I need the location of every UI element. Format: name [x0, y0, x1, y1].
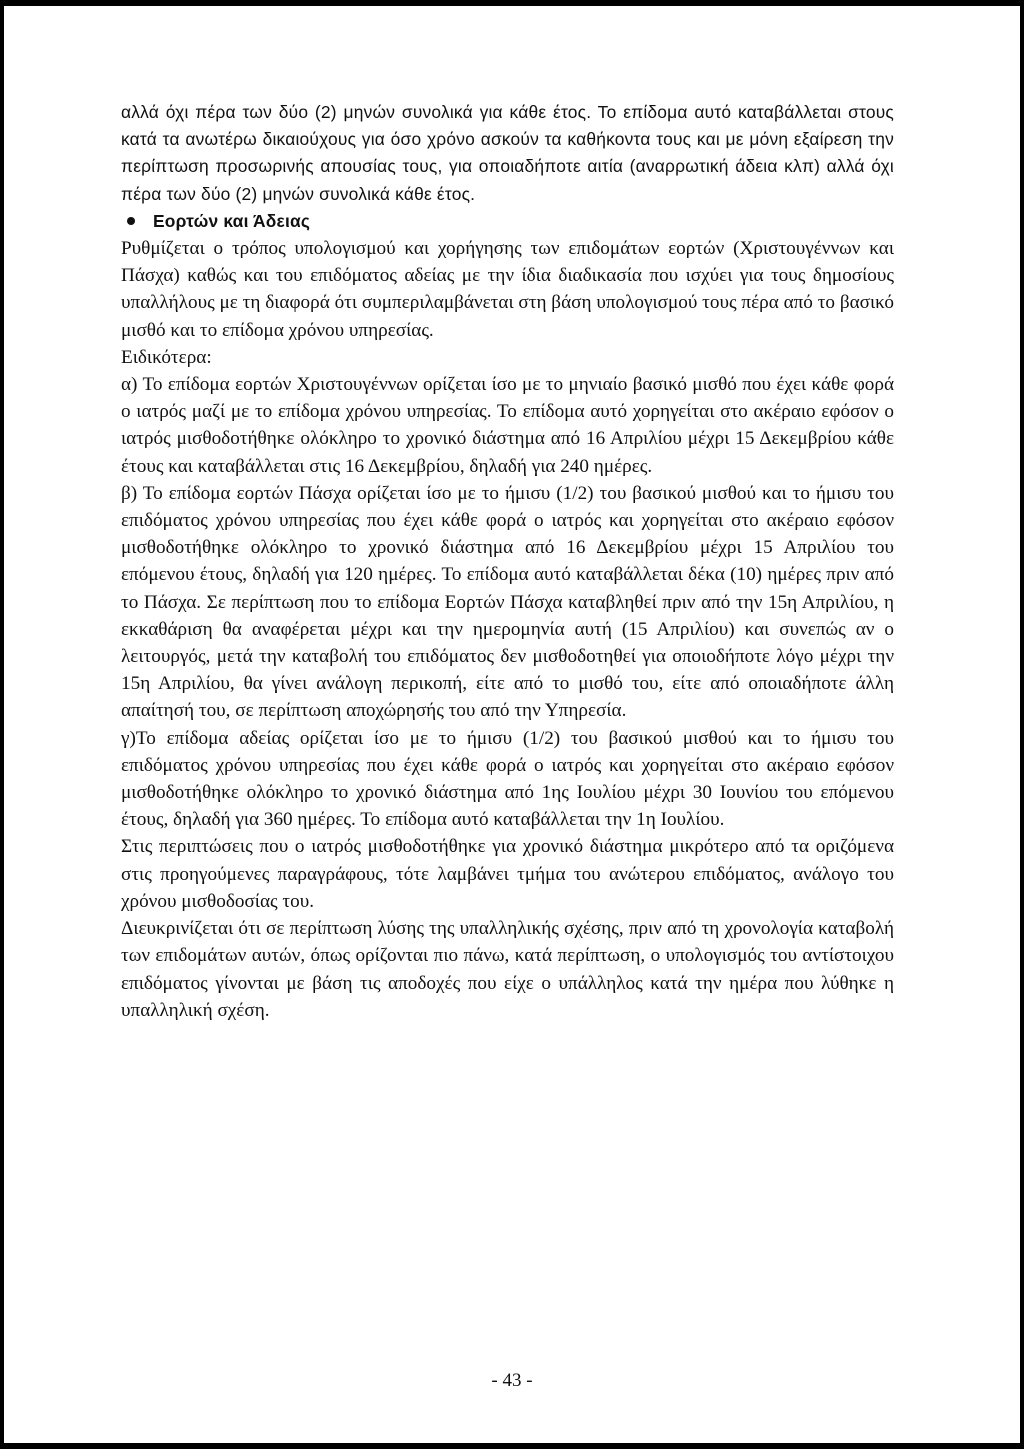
bullet-icon [127, 217, 135, 225]
shorter-period-paragraph: Στις περιπτώσεις που ο ιατρός μισθοδοτήθηκε για χρονικό διάστημα μικρότερο από τα οριζόμενα στις προηγούμενες παραγράφους, τότε λαμβάνει τμήμα του ανώτερου επιδόματος, ανάλογο του χρόνου μισθοδοσίας του. [121, 836, 894, 912]
beta-paragraph: β) Το επίδομα εορτών Πάσχα ορίζεται ίσο με το ήμισυ (1/2) του βασικού μισθού και το ήμισυ του επιδόματος χρόνου υπηρεσίας που έχει κάθε φορά ο ιατρός και χορηγείται στο ακέραιο εφόσον μισθοδοτήθηκε ολόκληρο το χρονικό διάστημα από 16 Δεκεμβρίου μέχρι 15 Απριλίου του επόμενου έτους, δηλαδή για 120 ημέρες. Το επίδομα αυτό καταβάλλεται δέκα (10) ημέρες πριν από το Πάσχα. Σε περίπτωση που το επίδομα Εορτών Πάσχα καταβληθεί πριν από την 15η Απριλίου, η εκκαθάριση θα αναφέρεται μέχρι και την ημερομηνία αυτή (15 Απριλίου) και συνεπώς αν ο λειτουργός, μετά την καταβολή του επιδόματος δεν μισθοδοτηθεί για οποιοδήποτε λόγο μέχρι την 15η Απριλίου, θα γίνει ανάλογη περικοπή, είτε από το μισθό του, είτε από οποιαδήποτε άλλη απαίτησή του, σε περίπτωση αποχώρησής του από την Υπηρεσία. [121, 482, 894, 722]
specifically-label: Ειδικότερα: [121, 346, 212, 368]
gamma-paragraph: γ)Το επίδομα αδείας ορίζεται ίσο με το ήμισυ (1/2) του βασικού μισθού και το ήμισυ του επιδόματος χρόνου υπηρεσίας που έχει κάθε φορά ο ιατρός και χορηγείται στο ακέραιο εφόσον μισθοδοτήθηκε ολόκληρο το χρονικό διάστημα από 1ης Ιουλίου μέχρι 30 Ιουνίου του επόμενου έτους, δηλαδή για 360 ημέρες. Το επίδομα αυτό καταβάλλεται την 1η Ιουλίου. [121, 727, 894, 831]
alpha-paragraph: α) Το επίδομα εορτών Χριστουγέννων ορίζεται ίσο με το μηνιαίο βασικό μισθό που έχει κάθε φορά ο ιατρός μαζί με το επίδομα χρόνου υπηρεσίας. Το επίδομα αυτό χορηγείται στο ακέραιο εφόσον ο ιατρός μισθοδοτήθηκε ολόκληρο το χρονικό διάστημα από 16 Απριλίου μέχρι 15 Δεκεμβρίου κάθε έτους και καταβάλλεται στις 16 Δεκεμβρίου, δηλαδή για 240 ημέρες. [121, 374, 894, 477]
regulation-paragraph: Ρυθμίζεται ο τρόπος υπολογισμού και χορήγησης των επιδομάτων εορτών (Χριστουγέννων και Πάσχα) καθώς και του επιδόματος αδείας με την ίδια διαδικασία που ισχύει για τους δημοσίους υπαλλήλους με τη διαφορά ότι συμπεριλαμβάνεται στη βάση υπολογισμού τους πέρα από το βασικό μισθό και το επίδομα χρόνου υπηρεσίας. [121, 238, 894, 341]
document-body [121, 99, 894, 1024]
document-page [4, 6, 1020, 1443]
page-number: - 43 - [491, 1370, 533, 1391]
clarification-paragraph: Διευκρινίζεται ότι σε περίπτωση λύσης της υπαλληλικής σχέσης, πριν από τη χρονολογία καταβολή των επιδομάτων αυτών, όπως ορίζονται πιο πάνω, κατά περίπτωση, ο υπολογισμός του αντίστοιχου επιδόματος γίνονται με βάση τις αποδοχές που είχε ο υπάλληλος κατά την ημέρα που λύθηκε η υπαλληλική σχέση. [121, 918, 894, 1021]
section-heading-text: Εορτών και Άδειας [153, 210, 311, 231]
intro-paragraph: αλλά όχι πέρα των δύο (2) μηνών συνολικά για κάθε έτος. Το επίδομα αυτό καταβάλλεται στους κατά τα ανωτέρω δικαιούχους για όσο χρόνο ασκούν τα καθήκοντα τους και με μόνη εξαίρεση την περίπτωση προσωρινής απουσίας τους, για οποιαδήποτε αιτία (αναρρωτική άδεια κλπ) αλλά όχι πέρα των δύο (2) μηνών συνολικά κάθε έτος. [121, 102, 894, 204]
section-heading [121, 208, 894, 235]
